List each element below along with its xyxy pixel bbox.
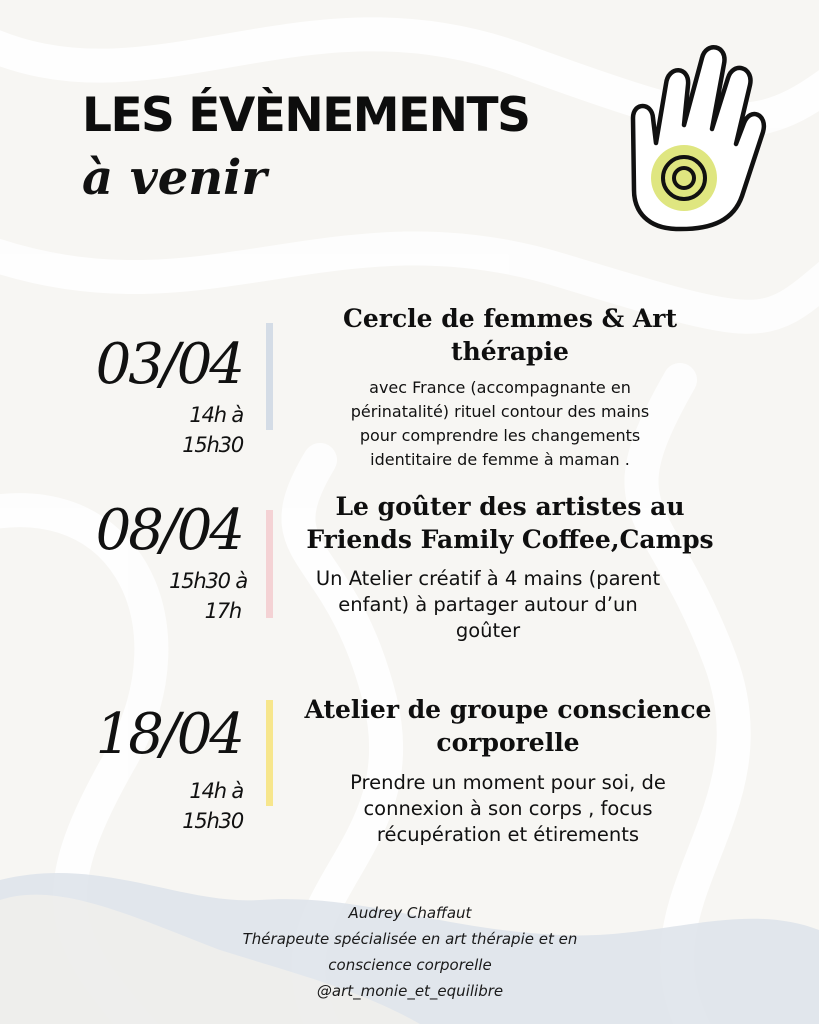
event-description <box>290 376 710 472</box>
event-time-start: 14h à <box>189 779 243 803</box>
author-role: Thérapeute spécialisée en art thérapie et en <box>242 930 578 948</box>
event-accent-bar <box>266 510 273 618</box>
author-role: conscience corporelle <box>328 956 492 974</box>
event-time <box>133 400 243 460</box>
event-description-line: identitaire de femme à maman . <box>370 450 630 469</box>
event-title-line: Le goûter des artistes au <box>335 492 685 521</box>
event-description-line: enfant) à partager autour d’un <box>338 593 638 616</box>
event-description-line: périnatalité) rituel contour des mains <box>350 402 650 421</box>
social-handle: @art_monie_et_equilibre <box>316 982 504 1000</box>
event-time <box>117 566 247 626</box>
event-description <box>278 566 698 644</box>
event-date: 18/04 <box>95 702 242 767</box>
event-time-end: 17h <box>204 599 241 623</box>
event-title-line: Friends Family Coffee,Camps <box>306 525 714 554</box>
event-date: 03/04 <box>95 332 242 397</box>
event-time-start: 15h30 à <box>169 569 247 593</box>
event-description-line: connexion à son corps , focus <box>363 797 653 820</box>
page-subtitle: à venir <box>82 150 267 206</box>
event-title <box>280 490 740 556</box>
hand-icon <box>618 40 768 235</box>
event-time <box>133 776 243 836</box>
event-time-end: 15h30 <box>182 433 243 457</box>
event-date: 08/04 <box>95 498 242 563</box>
event-title <box>300 302 720 368</box>
event-title-line: corporelle <box>436 728 580 757</box>
footer-credits <box>160 900 660 1004</box>
event-time-end: 15h30 <box>182 809 243 833</box>
event-title <box>288 693 728 759</box>
event-description-line: goûter <box>455 619 521 642</box>
event-title-line: thérapie <box>451 337 569 366</box>
event-title-line: Atelier de groupe conscience <box>304 695 712 724</box>
event-description-line: récupération et étirements <box>376 823 640 846</box>
event-description-line: Prendre un moment pour soi, de <box>350 771 666 794</box>
event-description-line: pour comprendre les changements <box>359 426 641 445</box>
page-title: LES ÉVÈNEMENTS <box>82 88 530 143</box>
event-description <box>298 770 718 848</box>
event-description-line: avec France (accompagnante en <box>369 378 631 397</box>
event-accent-bar <box>266 323 273 430</box>
event-accent-bar <box>266 700 273 806</box>
event-title-line: Cercle de femmes & Art <box>342 304 678 333</box>
event-description-line: Un Atelier créatif à 4 mains (parent <box>315 567 661 590</box>
author-name: Audrey Chaffaut <box>348 904 472 922</box>
event-time-start: 14h à <box>189 403 243 427</box>
